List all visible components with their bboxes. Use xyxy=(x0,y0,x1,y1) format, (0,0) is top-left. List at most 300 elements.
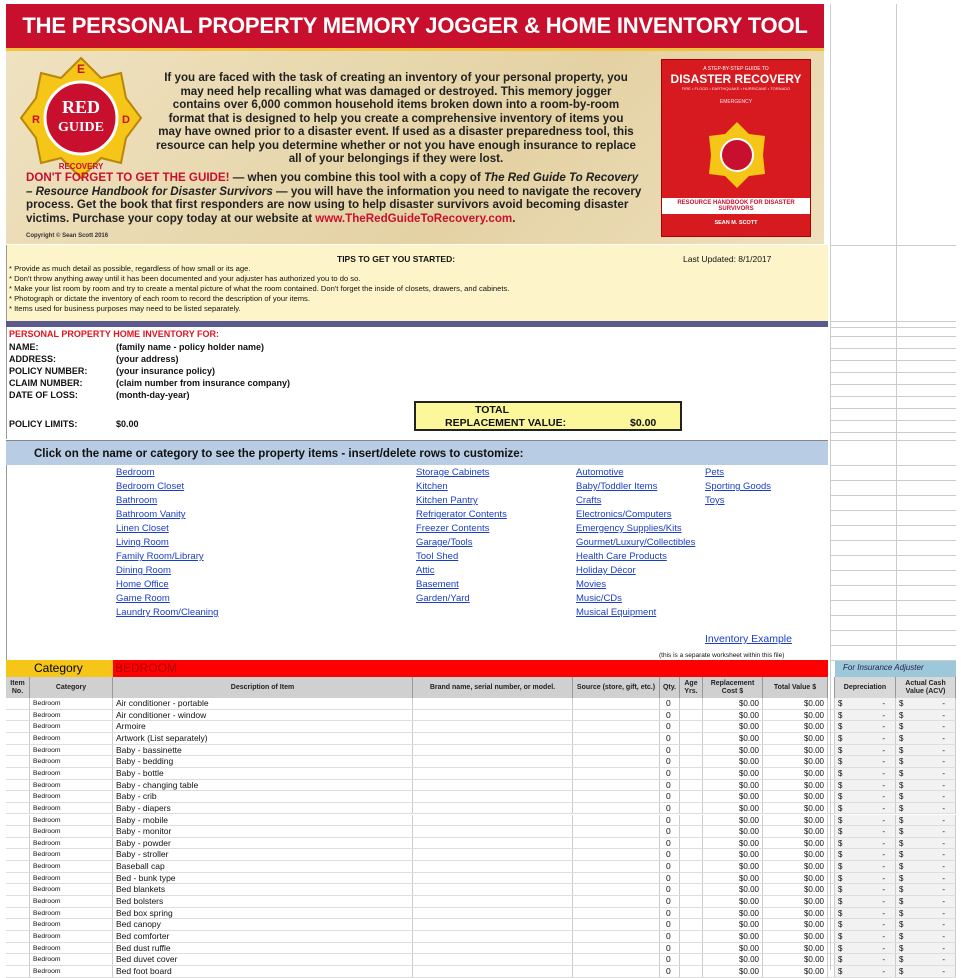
cell-total-value[interactable]: $0.00 xyxy=(763,861,828,872)
cell-category[interactable]: Bedroom xyxy=(30,943,113,954)
category-link[interactable]: Game Room xyxy=(116,593,170,604)
cell-item-no[interactable] xyxy=(6,896,30,907)
cell-depreciation[interactable] xyxy=(835,884,896,895)
category-link[interactable]: Refrigerator Contents xyxy=(416,509,507,520)
category-link[interactable]: Health Care Products xyxy=(576,551,667,562)
cell-category[interactable]: Bedroom xyxy=(30,768,113,779)
cell-age[interactable] xyxy=(680,954,703,965)
cell-acv[interactable] xyxy=(896,780,956,791)
cell-depreciation[interactable] xyxy=(835,861,896,872)
category-link[interactable]: Movies xyxy=(576,579,607,590)
cell-age[interactable] xyxy=(680,815,703,826)
cell-age[interactable] xyxy=(680,710,703,721)
cell-source[interactable] xyxy=(573,710,660,721)
cell-total-value[interactable]: $0.00 xyxy=(763,768,828,779)
cell-brand[interactable] xyxy=(413,931,573,942)
cell-category[interactable]: Bedroom xyxy=(30,931,113,942)
cell-replacement-cost[interactable]: $0.00 xyxy=(703,919,763,930)
category-link[interactable]: Garage/Tools xyxy=(416,537,473,548)
cell-description[interactable]: Bed box spring xyxy=(113,908,413,919)
cell-category[interactable]: Bedroom xyxy=(30,838,113,849)
cell-category[interactable]: Bedroom xyxy=(30,756,113,767)
cell-depreciation[interactable] xyxy=(835,698,896,709)
cell-description[interactable]: Bed foot board xyxy=(113,966,413,977)
cell-qty[interactable]: 0 xyxy=(660,919,680,930)
cell-brand[interactable] xyxy=(413,815,573,826)
cell-age[interactable] xyxy=(680,733,703,744)
category-link[interactable]: Bedroom Closet xyxy=(116,481,185,492)
cell-brand[interactable] xyxy=(413,838,573,849)
cell-qty[interactable]: 0 xyxy=(660,756,680,767)
cell-item-no[interactable] xyxy=(6,954,30,965)
cell-source[interactable] xyxy=(573,698,660,709)
claim-number-value[interactable]: (claim number from insurance company) xyxy=(116,378,291,388)
cell-replacement-cost[interactable]: $0.00 xyxy=(703,803,763,814)
category-link[interactable]: Automotive xyxy=(576,467,624,478)
cell-depreciation[interactable] xyxy=(835,745,896,756)
category-link[interactable]: Musical Equipment xyxy=(576,607,657,618)
category-link[interactable]: Freezer Contents xyxy=(416,523,490,534)
cell-qty[interactable]: 0 xyxy=(660,931,680,942)
cell-item-no[interactable] xyxy=(6,884,30,895)
cell-depreciation[interactable] xyxy=(835,849,896,860)
cell-depreciation[interactable] xyxy=(835,803,896,814)
category-link[interactable]: Home Office xyxy=(116,579,169,590)
cell-description[interactable]: Baseball cap xyxy=(113,861,413,872)
category-link[interactable]: Kitchen xyxy=(416,481,448,492)
cell-depreciation[interactable] xyxy=(835,780,896,791)
cell-description[interactable]: Baby - changing table xyxy=(113,780,413,791)
cell-description[interactable]: Bed duvet cover xyxy=(113,954,413,965)
cell-category[interactable]: Bedroom xyxy=(30,803,113,814)
cell-total-value[interactable]: $0.00 xyxy=(763,745,828,756)
cell-item-no[interactable] xyxy=(6,803,30,814)
cell-total-value[interactable]: $0.00 xyxy=(763,849,828,860)
cell-item-no[interactable] xyxy=(6,721,30,732)
cell-item-no[interactable] xyxy=(6,791,30,802)
cell-total-value[interactable]: $0.00 xyxy=(763,838,828,849)
cell-replacement-cost[interactable]: $0.00 xyxy=(703,884,763,895)
cell-acv[interactable] xyxy=(896,745,956,756)
cell-source[interactable] xyxy=(573,849,660,860)
cell-acv[interactable] xyxy=(896,873,956,884)
cell-brand[interactable] xyxy=(413,803,573,814)
cell-acv[interactable] xyxy=(896,698,956,709)
cell-item-no[interactable] xyxy=(6,849,30,860)
cell-depreciation[interactable] xyxy=(835,954,896,965)
cell-replacement-cost[interactable]: $0.00 xyxy=(703,966,763,977)
cell-source[interactable] xyxy=(573,826,660,837)
cell-item-no[interactable] xyxy=(6,919,30,930)
category-link[interactable]: Kitchen Pantry xyxy=(416,495,478,506)
cell-item-no[interactable] xyxy=(6,768,30,779)
cell-age[interactable] xyxy=(680,745,703,756)
cell-age[interactable] xyxy=(680,780,703,791)
cell-replacement-cost[interactable]: $0.00 xyxy=(703,710,763,721)
cell-age[interactable] xyxy=(680,861,703,872)
cell-total-value[interactable]: $0.00 xyxy=(763,826,828,837)
cell-category[interactable]: Bedroom xyxy=(30,733,113,744)
cell-source[interactable] xyxy=(573,791,660,802)
cell-description[interactable]: Bed comforter xyxy=(113,931,413,942)
cell-depreciation[interactable] xyxy=(835,791,896,802)
cell-age[interactable] xyxy=(680,826,703,837)
name-value[interactable]: (family name - policy holder name) xyxy=(116,342,265,352)
cell-brand[interactable] xyxy=(413,721,573,732)
cell-acv[interactable] xyxy=(896,908,956,919)
cell-acv[interactable] xyxy=(896,849,956,860)
cell-total-value[interactable]: $0.00 xyxy=(763,815,828,826)
cell-description[interactable]: Armoire xyxy=(113,721,413,732)
category-link[interactable]: Basement xyxy=(416,579,459,590)
cell-source[interactable] xyxy=(573,861,660,872)
inventory-example-link[interactable]: Inventory Example xyxy=(705,633,792,645)
cell-depreciation[interactable] xyxy=(835,966,896,977)
cell-source[interactable] xyxy=(573,873,660,884)
cell-item-no[interactable] xyxy=(6,873,30,884)
cell-item-no[interactable] xyxy=(6,698,30,709)
cell-item-no[interactable] xyxy=(6,745,30,756)
date-of-loss-value[interactable]: (month-day-year) xyxy=(116,390,190,400)
cell-brand[interactable] xyxy=(413,943,573,954)
cell-brand[interactable] xyxy=(413,954,573,965)
cell-brand[interactable] xyxy=(413,733,573,744)
cell-qty[interactable]: 0 xyxy=(660,721,680,732)
cell-description[interactable]: Air conditioner - portable xyxy=(113,698,413,709)
cell-age[interactable] xyxy=(680,721,703,732)
cell-brand[interactable] xyxy=(413,710,573,721)
cell-qty[interactable]: 0 xyxy=(660,943,680,954)
cell-depreciation[interactable] xyxy=(835,943,896,954)
category-link[interactable]: Living Room xyxy=(116,537,169,548)
cell-total-value[interactable]: $0.00 xyxy=(763,780,828,791)
category-link[interactable]: Music/CDs xyxy=(576,593,622,604)
cell-age[interactable] xyxy=(680,966,703,977)
cell-qty[interactable]: 0 xyxy=(660,710,680,721)
cell-item-no[interactable] xyxy=(6,780,30,791)
cell-total-value[interactable]: $0.00 xyxy=(763,791,828,802)
cell-replacement-cost[interactable]: $0.00 xyxy=(703,768,763,779)
cell-category[interactable]: Bedroom xyxy=(30,884,113,895)
cell-total-value[interactable]: $0.00 xyxy=(763,896,828,907)
policy-limits-value[interactable]: $0.00 xyxy=(116,419,139,429)
cell-age[interactable] xyxy=(680,768,703,779)
cell-description[interactable]: Baby - crib xyxy=(113,791,413,802)
cell-description[interactable]: Baby - diapers xyxy=(113,803,413,814)
cell-age[interactable] xyxy=(680,838,703,849)
cell-item-no[interactable] xyxy=(6,710,30,721)
category-link[interactable]: Garden/Yard xyxy=(416,593,470,604)
cell-depreciation[interactable] xyxy=(835,768,896,779)
category-link[interactable]: Bathroom xyxy=(116,495,158,506)
cell-qty[interactable]: 0 xyxy=(660,733,680,744)
cell-replacement-cost[interactable]: $0.00 xyxy=(703,698,763,709)
cell-category[interactable]: Bedroom xyxy=(30,815,113,826)
cell-category[interactable]: Bedroom xyxy=(30,919,113,930)
cell-acv[interactable] xyxy=(896,803,956,814)
cell-source[interactable] xyxy=(573,780,660,791)
cell-age[interactable] xyxy=(680,803,703,814)
cell-replacement-cost[interactable]: $0.00 xyxy=(703,756,763,767)
cell-depreciation[interactable] xyxy=(835,908,896,919)
category-link[interactable]: Baby/Toddler Items xyxy=(576,481,658,492)
cell-item-no[interactable] xyxy=(6,908,30,919)
category-link[interactable]: Linen Closet xyxy=(116,523,169,534)
policy-number-value[interactable]: (your insurance policy) xyxy=(116,366,216,376)
cell-total-value[interactable]: $0.00 xyxy=(763,873,828,884)
cell-acv[interactable] xyxy=(896,710,956,721)
cell-brand[interactable] xyxy=(413,791,573,802)
cell-replacement-cost[interactable]: $0.00 xyxy=(703,815,763,826)
cell-brand[interactable] xyxy=(413,826,573,837)
cell-brand[interactable] xyxy=(413,698,573,709)
cell-source[interactable] xyxy=(573,768,660,779)
cell-qty[interactable]: 0 xyxy=(660,745,680,756)
cell-source[interactable] xyxy=(573,756,660,767)
cell-qty[interactable]: 0 xyxy=(660,815,680,826)
cell-acv[interactable] xyxy=(896,861,956,872)
cell-acv[interactable] xyxy=(896,966,956,977)
cell-age[interactable] xyxy=(680,896,703,907)
cell-qty[interactable]: 0 xyxy=(660,896,680,907)
cell-total-value[interactable]: $0.00 xyxy=(763,710,828,721)
cell-replacement-cost[interactable]: $0.00 xyxy=(703,954,763,965)
cell-brand[interactable] xyxy=(413,884,573,895)
cell-qty[interactable]: 0 xyxy=(660,803,680,814)
category-link[interactable]: Holiday Décor xyxy=(576,565,636,576)
category-link[interactable]: Electronics/Computers xyxy=(576,509,672,520)
cell-qty[interactable]: 0 xyxy=(660,849,680,860)
cell-source[interactable] xyxy=(573,931,660,942)
cell-description[interactable]: Baby - stroller xyxy=(113,849,413,860)
category-link[interactable]: Family Room/Library xyxy=(116,551,204,562)
cell-age[interactable] xyxy=(680,884,703,895)
cell-brand[interactable] xyxy=(413,768,573,779)
cell-description[interactable]: Baby - mobile xyxy=(113,815,413,826)
cell-qty[interactable]: 0 xyxy=(660,966,680,977)
category-link[interactable]: Pets xyxy=(705,467,725,478)
cell-total-value[interactable]: $0.00 xyxy=(763,733,828,744)
cell-total-value[interactable]: $0.00 xyxy=(763,954,828,965)
cell-source[interactable] xyxy=(573,966,660,977)
cell-source[interactable] xyxy=(573,908,660,919)
cell-replacement-cost[interactable]: $0.00 xyxy=(703,931,763,942)
category-value[interactable]: BEDROOM xyxy=(113,660,828,677)
cell-total-value[interactable]: $0.00 xyxy=(763,931,828,942)
cell-age[interactable] xyxy=(680,791,703,802)
cell-depreciation[interactable] xyxy=(835,931,896,942)
cell-qty[interactable]: 0 xyxy=(660,780,680,791)
category-link[interactable]: Bathroom Vanity xyxy=(116,509,186,520)
cell-description[interactable]: Bed blankets xyxy=(113,884,413,895)
cell-qty[interactable]: 0 xyxy=(660,791,680,802)
cell-depreciation[interactable] xyxy=(835,721,896,732)
cell-acv[interactable] xyxy=(896,943,956,954)
cell-description[interactable]: Bed canopy xyxy=(113,919,413,930)
cell-category[interactable]: Bedroom xyxy=(30,966,113,977)
cell-description[interactable]: Baby - monitor xyxy=(113,826,413,837)
category-link[interactable]: Attic xyxy=(416,565,435,576)
cell-age[interactable] xyxy=(680,919,703,930)
cell-acv[interactable] xyxy=(896,826,956,837)
cell-brand[interactable] xyxy=(413,849,573,860)
cell-qty[interactable]: 0 xyxy=(660,698,680,709)
address-value[interactable]: (your address) xyxy=(116,354,179,364)
cell-category[interactable]: Bedroom xyxy=(30,710,113,721)
cell-total-value[interactable]: $0.00 xyxy=(763,803,828,814)
cell-category[interactable]: Bedroom xyxy=(30,849,113,860)
cell-acv[interactable] xyxy=(896,791,956,802)
cell-source[interactable] xyxy=(573,954,660,965)
cell-source[interactable] xyxy=(573,745,660,756)
cell-qty[interactable]: 0 xyxy=(660,838,680,849)
cell-acv[interactable] xyxy=(896,768,956,779)
cell-total-value[interactable]: $0.00 xyxy=(763,908,828,919)
cell-age[interactable] xyxy=(680,873,703,884)
cell-category[interactable]: Bedroom xyxy=(30,908,113,919)
cell-brand[interactable] xyxy=(413,873,573,884)
category-link[interactable]: Tool Shed xyxy=(416,551,459,562)
cell-acv[interactable] xyxy=(896,838,956,849)
cell-total-value[interactable]: $0.00 xyxy=(763,943,828,954)
cell-replacement-cost[interactable]: $0.00 xyxy=(703,896,763,907)
cell-replacement-cost[interactable]: $0.00 xyxy=(703,849,763,860)
cell-replacement-cost[interactable]: $0.00 xyxy=(703,745,763,756)
cell-depreciation[interactable] xyxy=(835,838,896,849)
cell-total-value[interactable]: $0.00 xyxy=(763,919,828,930)
cell-brand[interactable] xyxy=(413,756,573,767)
cell-total-value[interactable]: $0.00 xyxy=(763,721,828,732)
cell-source[interactable] xyxy=(573,943,660,954)
cell-item-no[interactable] xyxy=(6,966,30,977)
cell-source[interactable] xyxy=(573,733,660,744)
cell-item-no[interactable] xyxy=(6,826,30,837)
cell-qty[interactable]: 0 xyxy=(660,873,680,884)
cell-category[interactable]: Bedroom xyxy=(30,861,113,872)
cell-brand[interactable] xyxy=(413,908,573,919)
cell-depreciation[interactable] xyxy=(835,873,896,884)
cell-depreciation[interactable] xyxy=(835,896,896,907)
cell-acv[interactable] xyxy=(896,896,956,907)
cell-source[interactable] xyxy=(573,884,660,895)
cell-item-no[interactable] xyxy=(6,931,30,942)
cell-total-value[interactable]: $0.00 xyxy=(763,884,828,895)
category-link[interactable]: Storage Cabinets xyxy=(416,467,490,478)
category-link[interactable]: Crafts xyxy=(576,495,602,506)
cell-description[interactable]: Baby - powder xyxy=(113,838,413,849)
cell-item-no[interactable] xyxy=(6,815,30,826)
cell-replacement-cost[interactable]: $0.00 xyxy=(703,873,763,884)
cell-source[interactable] xyxy=(573,838,660,849)
cell-source[interactable] xyxy=(573,896,660,907)
cell-qty[interactable]: 0 xyxy=(660,954,680,965)
cell-category[interactable]: Bedroom xyxy=(30,954,113,965)
cell-description[interactable]: Artwork (List separately) xyxy=(113,733,413,744)
cell-depreciation[interactable] xyxy=(835,733,896,744)
cell-source[interactable] xyxy=(573,721,660,732)
cell-brand[interactable] xyxy=(413,966,573,977)
cell-qty[interactable]: 0 xyxy=(660,884,680,895)
cell-replacement-cost[interactable]: $0.00 xyxy=(703,721,763,732)
cell-age[interactable] xyxy=(680,698,703,709)
cell-category[interactable]: Bedroom xyxy=(30,721,113,732)
cell-category[interactable]: Bedroom xyxy=(30,780,113,791)
cell-total-value[interactable]: $0.00 xyxy=(763,756,828,767)
cell-category[interactable]: Bedroom xyxy=(30,873,113,884)
cell-description[interactable]: Bed dust ruffle xyxy=(113,943,413,954)
cell-brand[interactable] xyxy=(413,780,573,791)
cell-acv[interactable] xyxy=(896,954,956,965)
cell-depreciation[interactable] xyxy=(835,756,896,767)
category-link[interactable]: Laundry Room/Cleaning xyxy=(116,607,219,618)
cell-description[interactable]: Baby - bottle xyxy=(113,768,413,779)
cell-source[interactable] xyxy=(573,815,660,826)
cell-description[interactable]: Air conditioner - window xyxy=(113,710,413,721)
cell-age[interactable] xyxy=(680,931,703,942)
category-link[interactable]: Emergency Supplies/Kits xyxy=(576,523,682,534)
cell-item-no[interactable] xyxy=(6,756,30,767)
cell-item-no[interactable] xyxy=(6,838,30,849)
cell-age[interactable] xyxy=(680,943,703,954)
cell-acv[interactable] xyxy=(896,733,956,744)
cell-category[interactable]: Bedroom xyxy=(30,826,113,837)
cell-replacement-cost[interactable]: $0.00 xyxy=(703,780,763,791)
cell-item-no[interactable] xyxy=(6,861,30,872)
cell-acv[interactable] xyxy=(896,721,956,732)
cell-qty[interactable]: 0 xyxy=(660,908,680,919)
cell-acv[interactable] xyxy=(896,756,956,767)
cell-item-no[interactable] xyxy=(6,943,30,954)
cell-category[interactable]: Bedroom xyxy=(30,791,113,802)
category-link[interactable]: Dining Room xyxy=(116,565,171,576)
category-link[interactable]: Sporting Goods xyxy=(705,481,772,492)
cell-qty[interactable]: 0 xyxy=(660,826,680,837)
cell-depreciation[interactable] xyxy=(835,826,896,837)
cell-depreciation[interactable] xyxy=(835,815,896,826)
cell-description[interactable]: Baby - bedding xyxy=(113,756,413,767)
category-link[interactable]: Gourmet/Luxury/Collectibles xyxy=(576,537,696,548)
cell-acv[interactable] xyxy=(896,919,956,930)
cell-replacement-cost[interactable]: $0.00 xyxy=(703,908,763,919)
cell-age[interactable] xyxy=(680,849,703,860)
cell-replacement-cost[interactable]: $0.00 xyxy=(703,861,763,872)
cell-qty[interactable]: 0 xyxy=(660,768,680,779)
cell-depreciation[interactable] xyxy=(835,919,896,930)
cell-replacement-cost[interactable]: $0.00 xyxy=(703,733,763,744)
cell-replacement-cost[interactable]: $0.00 xyxy=(703,826,763,837)
cell-acv[interactable] xyxy=(896,931,956,942)
cell-category[interactable]: Bedroom xyxy=(30,896,113,907)
cell-brand[interactable] xyxy=(413,919,573,930)
cell-depreciation[interactable] xyxy=(835,710,896,721)
cell-age[interactable] xyxy=(680,756,703,767)
cell-replacement-cost[interactable]: $0.00 xyxy=(703,791,763,802)
cell-age[interactable] xyxy=(680,908,703,919)
cell-acv[interactable] xyxy=(896,884,956,895)
cell-qty[interactable]: 0 xyxy=(660,861,680,872)
cell-description[interactable]: Bed - bunk type xyxy=(113,873,413,884)
cell-brand[interactable] xyxy=(413,896,573,907)
cell-category[interactable]: Bedroom xyxy=(30,698,113,709)
cell-replacement-cost[interactable]: $0.00 xyxy=(703,943,763,954)
cell-brand[interactable] xyxy=(413,861,573,872)
cell-item-no[interactable] xyxy=(6,733,30,744)
category-link[interactable]: Bedroom xyxy=(116,467,155,478)
cell-source[interactable] xyxy=(573,803,660,814)
cell-category[interactable]: Bedroom xyxy=(30,745,113,756)
cell-description[interactable]: Baby - bassinette xyxy=(113,745,413,756)
cell-source[interactable] xyxy=(573,919,660,930)
